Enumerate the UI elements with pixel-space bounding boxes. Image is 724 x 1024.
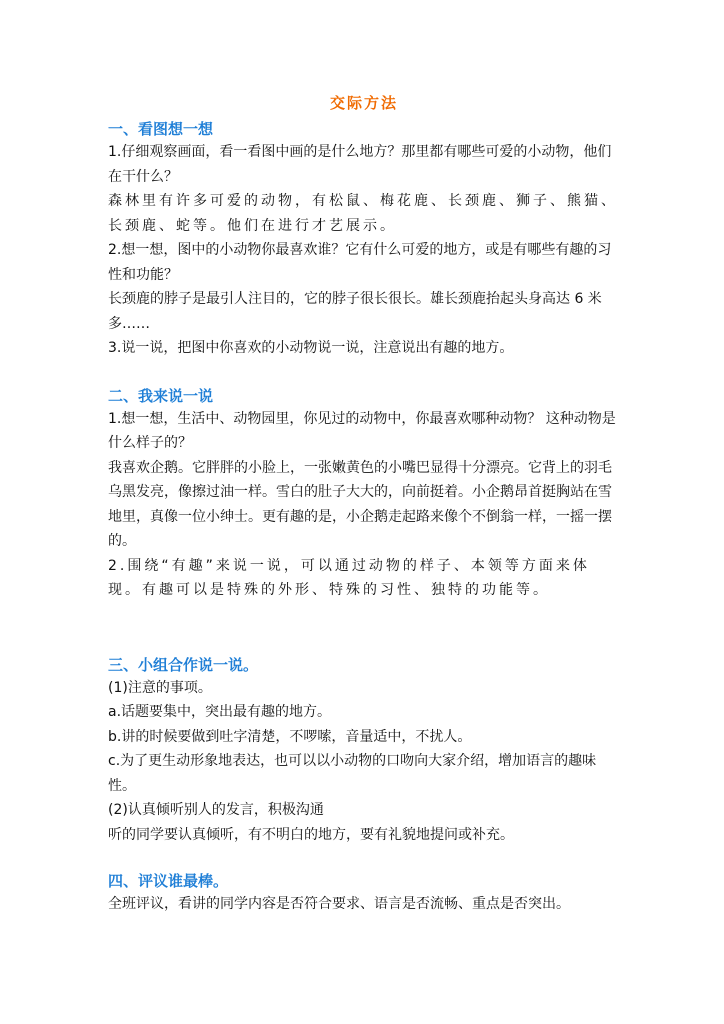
question-paragraph: 1.想一想，生活中、动物园里，你见过的动物中，你最喜欢哪种动物？ 这种动物是什么样子的？ xyxy=(108,410,616,451)
section-heading: 三、小组合作说一说。 xyxy=(108,655,259,674)
section-spacer xyxy=(108,361,620,385)
list-item: c.为了更生动形象地表达，也可以以小动物的口吻向大家介绍，增加语言的趣味性。 xyxy=(108,753,597,794)
body-paragraph: 全班评议，看讲的同学内容是否符合要求、语言是否流畅、重点是否突出。 xyxy=(108,896,570,912)
list-item: (2)认真倾听别人的发言，积极沟通 xyxy=(108,802,324,818)
answer-paragraph: 长颈鹿的脖子是最引人注目的，它的脖子很长很长。雄长颈鹿抬起头身高达 6 米多…… xyxy=(108,291,602,332)
section-i-speak xyxy=(108,385,620,603)
document-title: 交际方法 xyxy=(329,94,398,112)
section-spacer xyxy=(108,847,620,870)
section-heading: 四、评议谁最棒。 xyxy=(108,872,229,890)
question-paragraph: 2.围绕“有趣”来说一说，可以通过动物的样子、本领等方面来体现。有趣可以是特殊的外形、特殊的习性、独特的功能等。 xyxy=(108,557,590,598)
list-item: b.讲的时候要做到吐字清楚，不啰嗦，音量适中，不扰人。 xyxy=(108,728,472,745)
list-item: a.话题要集中，突出最有趣的地方。 xyxy=(108,704,332,720)
section-group-work xyxy=(108,654,620,848)
section-evaluate xyxy=(108,870,620,917)
question-paragraph: 2.想一想，图中的小动物你最喜欢谁？它有什么可爱的地方，或是有哪些有趣的习性和功能？ xyxy=(108,242,612,283)
list-item: (1)注意的事项。 xyxy=(108,679,212,696)
question-paragraph: 1.仔细观察画面，看一看图中画的是什么地方？那里都有哪些可爱的小动物，他们在干什么？ xyxy=(108,144,612,185)
section-heading: 二、我来说一说 xyxy=(108,386,214,405)
section-look-and-think xyxy=(108,118,620,361)
question-paragraph: 3.说一说，把图中你喜欢的小动物说一说，注意说出有趣的地方。 xyxy=(108,340,514,356)
answer-paragraph: 我喜欢企鹅。它胖胖的小脸上，一张嫩黄色的小嘴巴显得十分漂亮。它背上的羽毛乌黑发亮，像擦过油一样。雪白的肚子大大的，向前挺着。小企鹅昂首挺胸站在雪地里，真像一位小绅士。更有趣的是，小企鹅走起路来像个不倒翁一样，一摇一摆的。 xyxy=(108,459,612,549)
answer-paragraph: 森林里有许多可爱的动物，有松鼠、梅花鹿、长颈鹿、狮子、熊猫、长颈鹿、蛇等。他们在进行才艺展示。 xyxy=(108,193,618,234)
section-spacer xyxy=(108,603,620,654)
section-heading: 一、看图想一想 xyxy=(108,120,214,138)
list-item: 听的同学要认真倾听，有不明白的地方，要有礼貌地提问或补充。 xyxy=(108,826,514,843)
